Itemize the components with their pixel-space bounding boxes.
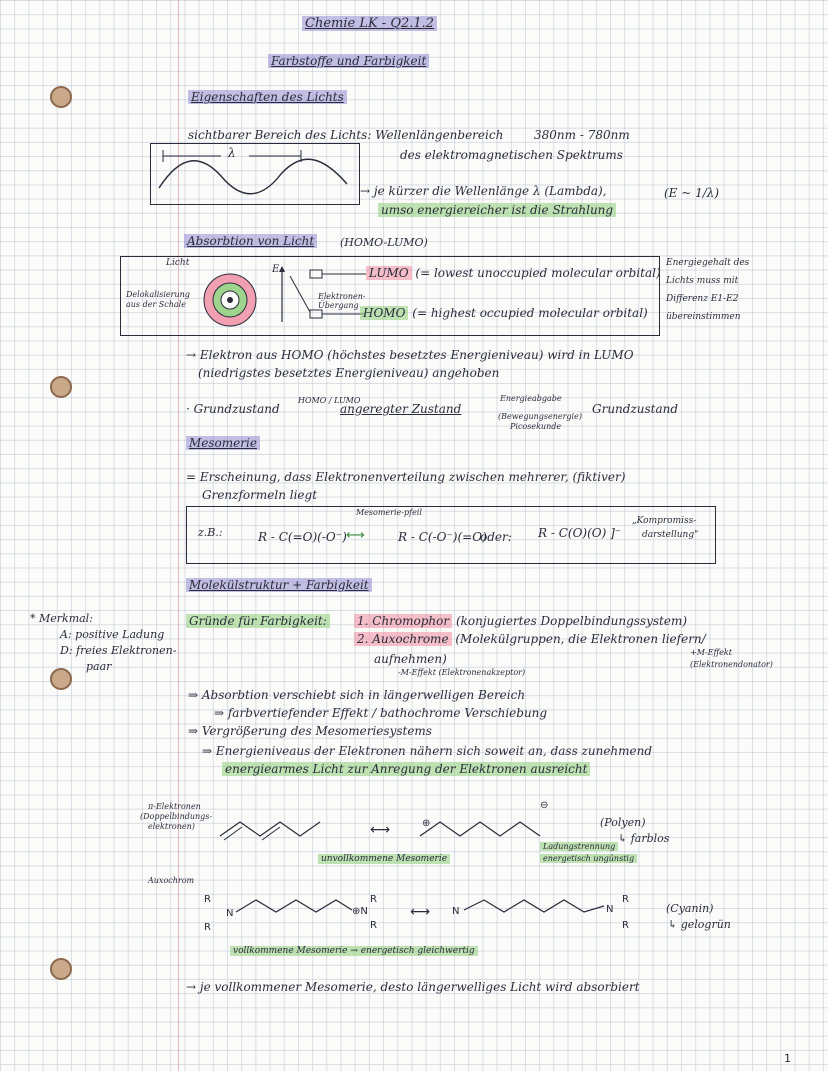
svg-text:R: R [370, 920, 377, 931]
example-label: z.B.: [198, 526, 223, 539]
lambda-label: λ [228, 146, 236, 160]
arrow-line-2: umso energiereicher ist die Strahlung [378, 203, 616, 217]
final-conclusion: → je vollkommener Mesomerie, desto längerwelliges Licht wird absorbiert [186, 980, 640, 994]
plus-m-effect-1: +M-Effekt [690, 648, 732, 657]
mesomerie-arrow-label: Mesomerie-pfeil [356, 508, 422, 517]
light-label: Licht [166, 258, 190, 268]
compromise-1: „Kompromiss- [632, 516, 697, 526]
svg-text:⟷: ⟷ [410, 904, 431, 920]
chromophor-description: (konjugiertes Doppelbindungssystem) [455, 614, 688, 628]
punch-hole [50, 958, 72, 980]
svg-text:R: R [370, 894, 377, 905]
svg-text:N: N [606, 904, 614, 915]
mesomerie-definition-2: Grenzformeln liegt [202, 488, 318, 502]
lumo-term: LUMO [366, 266, 412, 280]
section-heading-mesomerie: Mesomerie [186, 436, 260, 450]
merkmal-2: A: positive Ladung [60, 628, 165, 641]
svg-text:R: R [622, 894, 629, 905]
farblos-label: ↳ farblos [618, 832, 670, 845]
electron-note-2: (niedrigstes besetztes Energieniveau) angehoben [198, 366, 500, 380]
formula-a: R - C(=O)(-O⁻) [258, 530, 347, 544]
pi-electrons-1: π-Elektronen [148, 802, 201, 811]
chromophor-term: 1. Chromophor [354, 614, 452, 628]
page-title: Chemie LK - Q2.1.2 [302, 16, 437, 31]
wave-box [150, 143, 360, 205]
polyen-label: (Polyen) [600, 816, 646, 829]
mesomerie-definition-1: = Erscheinung, dass Elektronenverteilung zwischen mehrerer, (fiktiver) [186, 470, 626, 484]
plus-m-effect-2: (Elektronendonator) [690, 660, 773, 669]
conclusion-4: ⇒ Energieniveaus der Elektronen nähern sich soweit an, dass zunehmend [202, 744, 653, 758]
auxochrome-description: (Molekülgruppen, die Elektronen liefern/ [455, 632, 706, 646]
section-heading-absorption: Absorbtion von Licht [184, 234, 317, 248]
conclusion-1: ⇒ Absorbtion verschiebt sich in längerwelligen Bereich [188, 688, 526, 702]
energy-formula: (E ~ 1/λ) [664, 186, 720, 200]
deloc-label-1: Delokalisierung [126, 290, 190, 299]
svg-text:N: N [452, 906, 460, 917]
arrow-line-1: → je kürzer die Wellenlänge λ (Lambda), [360, 184, 607, 198]
energy-axis-label: E [272, 264, 280, 275]
page-number: 1 [784, 1052, 791, 1065]
svg-text:R: R [204, 894, 211, 905]
incomplete-mesomerie: unvollkommene Mesomerie [318, 854, 450, 864]
deloc-label-2: aus der Schale [126, 300, 186, 309]
side-note-1: Energiegehalt des [666, 258, 750, 268]
side-note-2: Lichts muss mit [666, 276, 739, 286]
energy-release-3: Picosekunde [510, 422, 562, 431]
oder-label: oder: [480, 530, 512, 544]
page-subtitle: Farbstoffe und Farbigkeit [268, 54, 429, 68]
m-effect: -M-Effekt (Elektronenakzeptor) [398, 668, 526, 677]
punch-hole [50, 86, 72, 108]
state-excited: angeregter Zustand [340, 402, 462, 416]
merkmal-4: paar [86, 660, 112, 673]
cyanine-structures [196, 880, 656, 944]
state-ground-1: · Grundzustand [186, 402, 280, 416]
text-visible-range: sichtbarer Bereich des Lichts: Wellenlängenbereich [188, 128, 504, 142]
svg-text:⊕N: ⊕N [352, 906, 368, 917]
polyene-structures [210, 796, 590, 856]
reasons-label: Gründe für Farbigkeit: [186, 614, 330, 628]
conclusion-3: ⇒ Vergrößerung des Mesomeriesystems [188, 724, 432, 738]
separation-2: energetisch ungünstig [540, 854, 637, 863]
auxochrome-term: 2. Auxochrome [354, 632, 452, 646]
punch-hole [50, 376, 72, 398]
lumo-label [366, 266, 661, 280]
wave-illustration [151, 144, 359, 204]
compromise-2: darstellung" [642, 530, 699, 540]
text-spectrum: des elektromagnetischen Spektrums [400, 148, 623, 162]
side-note-3: Differenz E1-E2 [666, 294, 739, 304]
svg-text:⟷: ⟷ [370, 822, 391, 838]
svg-text:N: N [226, 908, 234, 919]
homo-term: HOMO [360, 306, 408, 320]
state-ground-2: Grundzustand [592, 402, 679, 416]
conclusion-2: ⇒ farbvertiefender Effekt / bathochrome Verschiebung [214, 706, 548, 720]
merkmal-3: D: freies Elektronen- [60, 644, 177, 657]
reason-1 [354, 614, 687, 628]
section-heading-structure: Molekülstruktur + Farbigkeit [186, 578, 372, 592]
electron-note-1: → Elektron aus HOMO (höchstes besetztes Energieniveau) wird in LUMO [186, 348, 634, 362]
atom-illustration [200, 272, 260, 328]
gelogruen-label: ↳ gelogrün [668, 918, 731, 931]
svg-text:R: R [204, 922, 211, 933]
separation-1: Ladungstrennung [540, 842, 618, 851]
homo-label [360, 306, 648, 320]
homo-lumo-small: HOMO / LUMO [298, 396, 361, 405]
mesomerie-arrow: ⟷ [346, 528, 365, 543]
side-note-4: übereinstimmen [666, 312, 741, 322]
text-range: 380nm - 780nm [534, 128, 630, 142]
merkmal-1: * Merkmal: [30, 612, 93, 625]
transition-label-1: Elektronen- [318, 292, 366, 301]
energy-release: Energieabgabe [500, 394, 562, 403]
punch-hole [50, 668, 72, 690]
lumo-description: (= lowest unoccupied molecular orbital) [415, 266, 661, 280]
cyanin-label: (Cyanin) [666, 902, 714, 915]
reason-2 [354, 632, 706, 646]
absorption-suffix: (HOMO-LUMO) [340, 236, 428, 249]
transition-label-2: Übergang [318, 301, 359, 310]
formula-b: R - C(-O⁻)(=O) [398, 530, 487, 544]
homo-description: (= highest occupied molecular orbital) [412, 306, 648, 320]
svg-text:R: R [622, 920, 629, 931]
svg-text:⊖: ⊖ [540, 800, 549, 811]
complete-mesomerie: vollkommene Mesomerie → energetisch gleichwertig [230, 946, 478, 956]
pi-electrons-2: (Doppelbindungs- [140, 812, 213, 821]
pi-electrons-3: elektronen) [148, 822, 195, 831]
auxochrom-label: Auxochrom [148, 876, 195, 885]
energy-release-2: (Bewegungsenergie) [498, 412, 582, 421]
svg-text:⊕: ⊕ [422, 818, 431, 829]
reason-2-cont: aufnehmen) [374, 652, 447, 666]
conclusion-5: energiearmes Licht zur Anregung der Elektronen ausreicht [222, 762, 590, 776]
formula-c: R - C(O)(O) ]⁻ [538, 526, 622, 540]
section-heading-light: Eigenschaften des Lichts [188, 90, 347, 104]
